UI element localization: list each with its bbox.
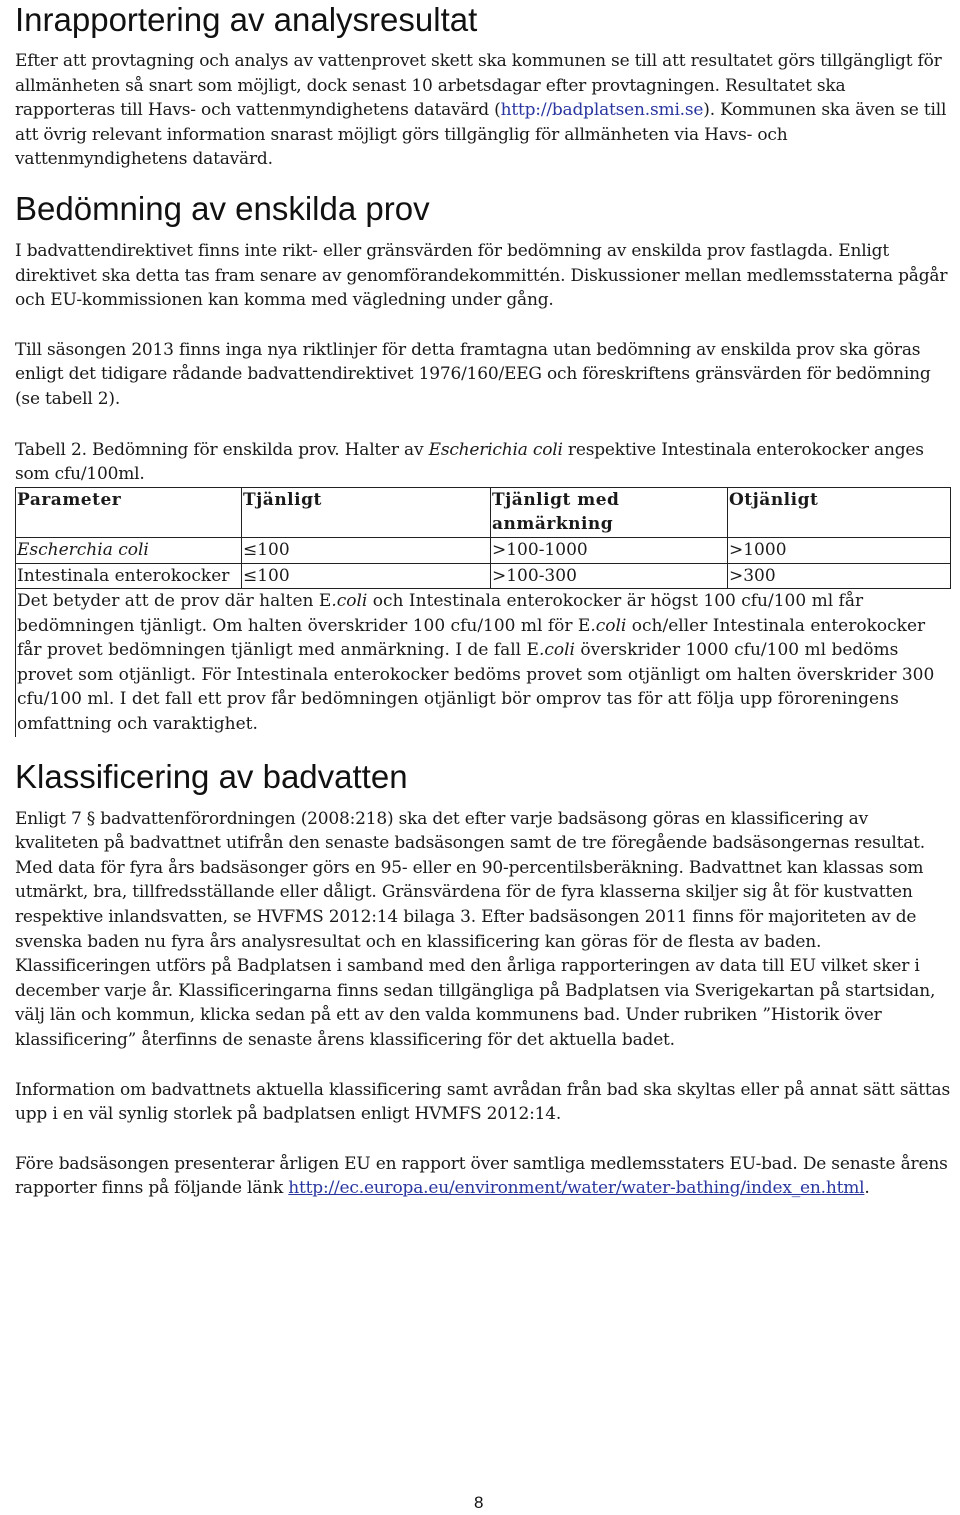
cell-otjanligt: >1000 bbox=[728, 537, 951, 563]
badplatsen-link[interactable]: http://badplatsen.smi.se bbox=[500, 100, 704, 121]
caption-italic-text: Escherichia coli bbox=[428, 439, 563, 460]
heading-bedomning: Bedömning av enskilda prov bbox=[15, 189, 430, 227]
cell-otjanligt: >300 bbox=[728, 563, 951, 589]
paragraph-klassificering-2: Information om badvattnets aktuella klassificering samt avrådan från bad ska skyltas eller på annat sätt sättas upp i en väl synlig storlek på badplatsen enligt HVMFS 2012:14. bbox=[15, 1079, 950, 1125]
paragraph-inrapportering bbox=[15, 49, 950, 172]
assessment-table bbox=[15, 487, 951, 737]
eu-bathing-report-link[interactable]: http://ec.europa.eu/environment/water/water-bathing/index_en.html bbox=[288, 1178, 865, 1199]
paragraph-bedomning-1: I badvattendirektivet finns inte rikt- eller gränsvärden för bedömning av enskilda prov fastlagda. Enligt direktivet ska detta tas fram senare av genomförandekommittén. Diskussioner mellan medlemsstaterna pågår och EU-kommissionen kan komma med vägledning under gång. bbox=[15, 240, 948, 311]
paragraph-klassificering-3 bbox=[15, 1152, 950, 1201]
paragraph-bedomning-2: Till säsongen 2013 finns inga nya riktlinjer för detta framtagna utan bedömning av enskilda prov ska göras enligt det tidigare rådande badvattendirektivet 1976/160/EEG och föreskriftens gränsvärden för bedömning (se tabell 2). bbox=[15, 339, 931, 409]
header-tjanligt-med-anmarkning: Tjänligt med anmärkning bbox=[491, 487, 728, 537]
note-text: Det betyder att de prov där halten E bbox=[17, 591, 332, 612]
cell-text: Escherchia coli bbox=[17, 539, 149, 560]
note-italic: .coli bbox=[538, 640, 575, 661]
page-number: 8 bbox=[474, 1493, 484, 1512]
paragraph-text: Före badsäsongen presenterar årligen EU en rapport över samtliga medlemsstaters EU-bad. De senaste årens rapporter finns på följande länk bbox=[15, 1153, 948, 1199]
cell-anmarkning: >100-300 bbox=[491, 563, 728, 589]
paragraph-text: Efter att provtagning och analys av vattenprovet skett ska kommunen se till att resultatet görs tillgängligt för allmänheten så snart som möjligt, dock senast 10 arbetsdagar efter provtagningen. Resultatet ska rapporteras till Havs- och vattenmyndighetens datavärd ( bbox=[15, 51, 942, 121]
cell-anmarkning: >100-1000 bbox=[491, 537, 728, 563]
note-text: och Intestinala enterokocker är högst 100 cfu/100 ml får bedömningen tjänligt. Om halten överskrider 100 cfu/100 ml för E bbox=[17, 591, 864, 636]
heading-inrapportering: Inrapportering av analysresultat bbox=[15, 1, 478, 38]
header-parameter: Parameter bbox=[16, 487, 242, 537]
paragraph-text: ). Kommunen ska även se till att övrig relevant information snarast möjligt görs tillgänglig för allmänheten via Havs- och vattenmyndighetens datavärd. bbox=[15, 100, 947, 170]
table-header-row bbox=[16, 487, 951, 537]
document-page bbox=[15, 0, 950, 1201]
table-note-cell bbox=[16, 589, 951, 737]
header-otjanligt: Otjänligt bbox=[728, 487, 951, 537]
note-italic: .coli bbox=[590, 615, 627, 636]
table-row bbox=[16, 537, 951, 563]
table-row bbox=[16, 563, 951, 589]
paragraph-klassificering-1: Enligt 7 § badvattenförordningen (2008:218) ska det efter varje badsäsong göras en klassificering av kvaliteten på badvattnet utifrån den senaste badsäsongen samt de tre föregående badsäsongernas resultat. Med data för fyra års badsäsonger görs en 95- eller en 90-percentilsberäkning. Badvattnet kan klassas som utmärkt, bra, tillfredsställande eller dåligt. Gränsvärdena för de fyra klasserna skiljer sig åt för kustvatten respektive inlandsvatten, se HVFMS 2012:14 bilaga 3. Efter badsäsongen 2011 finns för majoriteten av de svenska baden nu fyra års analysresultat och en klassificering kan göras för de flesta av baden. Klassificeringen utförs på Badplatsen i samband med den årliga rapporteringen av data till EU vilket sker i december varje år. Klassificeringarna finns sedan tillgängliga på Badplatsen via Sverigekartan på startsidan, välj län och kommun, klicka sedan på ett av den valda kommunens bad. Under rubriken ”Historik över klassificering” återfinns de senaste årens klassificering för det aktuella badet. bbox=[15, 808, 936, 1050]
cell-parameter bbox=[16, 537, 242, 563]
table-note-row bbox=[16, 589, 951, 737]
caption-text: Tabell 2. Bedömning för enskilda prov. Halter av bbox=[15, 439, 429, 460]
cell-parameter: Intestinala enterokocker bbox=[16, 563, 242, 589]
cell-tjanligt: ≤100 bbox=[242, 537, 491, 563]
note-italic: .coli bbox=[331, 591, 368, 612]
note-text: överskrider 1000 cfu/100 ml bedöms provet som otjänligt. För Intestinala enterokocker bedöms provet som otjänligt om halten överskrider 300 cfu/100 ml. I det fall ett prov får bedömningen otjänligt bör omprov tas för att följa upp föroreningens omfattning och varaktighet. bbox=[17, 640, 935, 735]
cell-tjanligt: ≤100 bbox=[242, 563, 491, 589]
note-text: och/eller Intestinala enterokocker får provet bedömningen tjänligt med anmärkning. I de fall E bbox=[17, 615, 926, 661]
caption-text: respektive Intestinala enterokocker anges som cfu/100ml. bbox=[15, 439, 924, 485]
table-caption bbox=[15, 438, 950, 487]
paragraph-text: . bbox=[864, 1178, 870, 1199]
heading-klassificering: Klassificering av badvatten bbox=[15, 757, 408, 795]
header-tjanligt: Tjänligt bbox=[242, 487, 491, 537]
